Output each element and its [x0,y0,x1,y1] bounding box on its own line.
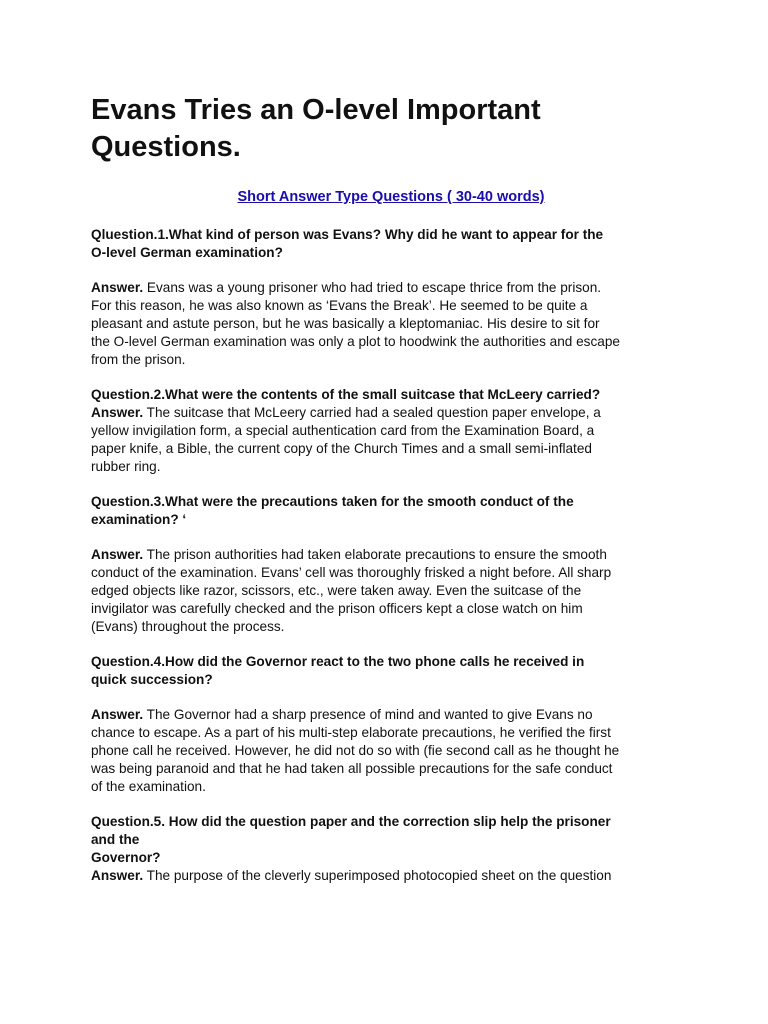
answer-2-line-3: paper knife, a Bible, the current copy of the Church Times and a small semi-inflated [91,441,592,456]
answer-label: Answer. [91,547,144,562]
answer-2-line-1: The suitcase that McLeery carried had a sealed question paper envelope, a [143,405,601,420]
question-5 [91,813,691,867]
question-4 [91,653,691,689]
answer-1-line-3: pleasant and astute person, but he was basically a kleptomaniac. His desire to sit for [91,316,600,331]
document-page [91,92,691,885]
answer-4-line-4: was being paranoid and that he had taken all possible precautions for the safe conduct [91,761,613,776]
answer-4-line-2: chance to escape. As a part of his multi-step elaborate precautions, he verified the first [91,725,611,740]
title-line-2: Questions. [91,131,241,163]
question-3-line-1: Question.3.What were the precautions taken for the smooth conduct of the [91,494,574,509]
answer-3 [91,546,691,636]
answer-4-line-5: of the examination. [91,779,206,794]
question-1-line-2: O-level German examination? [91,245,283,260]
answer-1-line-4: the O-level German examination was only a plot to hoodwink the authorities and escape [91,334,620,349]
answer-3-line-1: The prison authorities had taken elaborate precautions to ensure the smooth [143,547,607,562]
question-5-line-3: Governor? [91,850,161,865]
qa-block-1 [91,226,691,369]
question-4-line-1: Question.4.How did the Governor react to the two phone calls he received in [91,654,585,669]
answer-4-line-3: phone call he received. However, he did not do so with (fie second call as he thought he [91,743,620,758]
page-title [91,92,691,166]
question-4-line-2: quick succession? [91,672,213,687]
question-5-line-2: and the [91,832,140,847]
subtitle-link[interactable]: Short Answer Type Questions ( 30-40 words) [237,189,545,205]
answer-label: Answer. [91,280,144,295]
question-1-line-1: Qluestion.1.What kind of person was Evans? Why did he want to appear for the [91,227,604,242]
answer-4 [91,706,691,796]
title-line-1: Evans Tries an O-level Important [91,94,541,126]
answer-2-line-2: yellow invigilation form, a special authentication card from the Examination Board, a [91,423,595,438]
answer-1 [91,279,691,369]
answer-1-line-5: from the prison. [91,352,186,367]
answer-label: Answer. [91,707,144,722]
answer-3-line-3: edged objects like razor, scissors, etc., were taken away. Even the suitcase of the [91,583,582,598]
answer-5 [91,867,691,885]
answer-4-line-1: The Governor had a sharp presence of mind and wanted to give Evans no [143,707,593,722]
question-2-line-1: Question.2.What were the contents of the small suitcase that McLeery carried? [91,387,601,402]
qa-block-3 [91,493,691,636]
answer-2 [91,404,691,476]
question-1 [91,226,691,262]
answer-3-line-4: invigilator was carefully checked and the prison officers kept a close watch on him [91,601,583,616]
answer-label: Answer. [91,868,144,883]
answer-1-line-2: For this reason, he was also known as ‘Evans the Break’. He seemed to be quite a [91,298,588,313]
answer-5-line-1: The purpose of the cleverly superimposed photocopied sheet on the question [143,868,612,883]
qa-block-4 [91,653,691,796]
question-3 [91,493,691,529]
answer-2-line-4: rubber ring. [91,459,161,474]
answer-3-line-5: (Evans) throughout the process. [91,619,285,634]
qa-block-5 [91,813,691,885]
qa-block-2 [91,386,691,476]
answer-1-line-1: Evans was a young prisoner who had tried to escape thrice from the prison. [143,280,602,295]
question-2 [91,386,691,404]
answer-3-line-2: conduct of the examination. Evans’ cell was thoroughly frisked a night before. All sharp [91,565,612,580]
answer-label: Answer. [91,405,144,420]
question-3-line-2: examination? ‘ [91,512,187,527]
subtitle-row [91,188,691,206]
question-5-line-1: Question.5. How did the question paper and the correction slip help the prisoner [91,814,611,829]
